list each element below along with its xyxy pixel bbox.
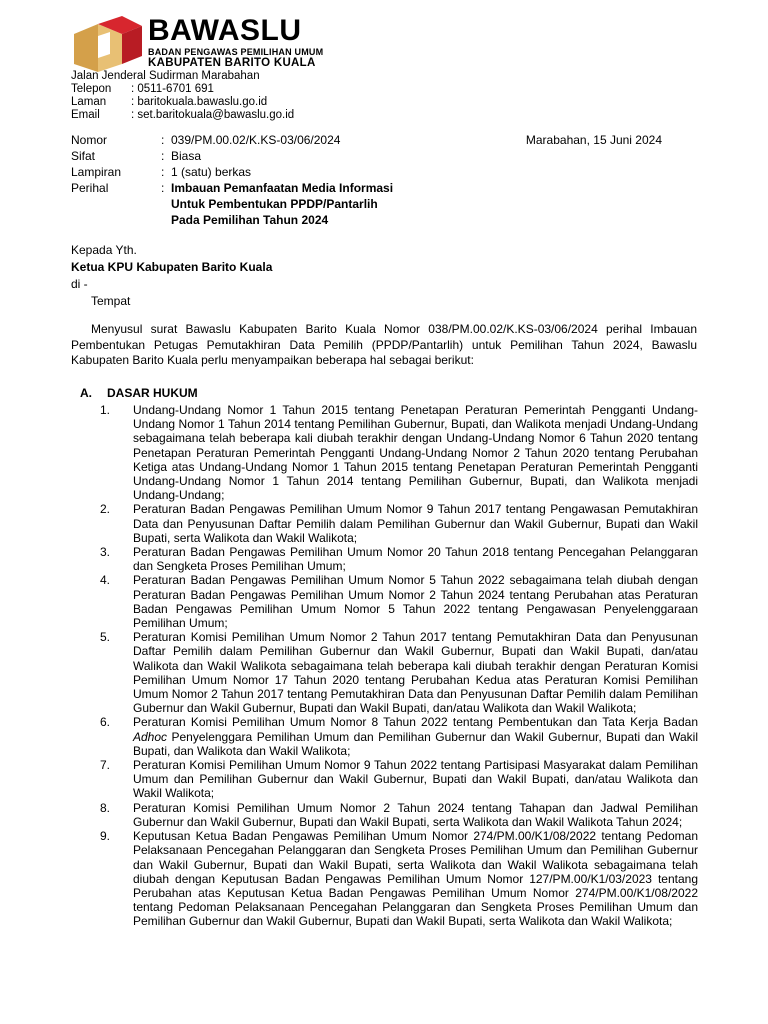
intro-paragraph: Menyusul surat Bawaslu Kabupaten Barito Kuala Nomor 038/PM.00.02/K.KS-03/06/2024 perihal Imbauan Pembentukan Petugas Pemutakhiran Data Pemilih (PPDP/Pantarlih) untuk Pemilihan Tahun 2024, Bawaslu Kabupaten Barito Kuala perlu menyampaikan beberapa hal sebagai berikut:: [71, 322, 697, 367]
recipient-name: Ketua KPU Kabupaten Barito Kuala: [71, 260, 273, 274]
meta-lampiran: Lampiran : 1 (satu) berkas: [71, 165, 252, 179]
office-address: Jalan Jenderal Sudirman Marabahan: [71, 70, 260, 82]
brand-name: BAWASLU: [148, 14, 302, 47]
recipient-address: Kepada Yth. Ketua KPU Kabupaten Barito Kuala di - Tempat: [71, 243, 273, 308]
list-item: 5. Peraturan Komisi Pemilihan Umum Nomor 2 Tahun 2017 tentang Pemutakhiran Data dan Penyusunan Daftar Pemilih dalam Pemilihan Gubernur dan Wakil Gubernur, Bupati dan Wakil Bupati, dan/atau Walikota dan Wakil Walikota sebagaimana telah beberapa kali diubah terakhir dengan Peraturan Komisi Pemilihan Umum Nomor 17 Tahun 2020 tentang Perubahan Kedua atas Peraturan Komisi Pemilihan Umum Nomor 2 Tahun 2017 tentang Pemutakhiran Data dan Penyusunan Daftar Pemilih dalam Pemilihan Gubernur dan Wakil Gubernur, Bupati dan Wakil Bupati, dan/atau Walikota dan Wakil Walikota;: [100, 630, 698, 716]
perihal-line: Pada Pemilihan Tahun 2024: [171, 213, 329, 227]
meta-sifat: Sifat : Biasa: [71, 149, 202, 163]
letterhead-contact: [71, 70, 294, 122]
letter-date: Marabahan, 15 Juni 2024: [525, 133, 662, 147]
list-item: 2. Peraturan Badan Pengawas Pemilihan Umum Nomor 9 Tahun 2017 tentang Pengawasan Pemutakhiran Data dan Penyusunan Daftar Pemilih dalam Pemilihan Gubernur dan Wakil Gubernur, Bupati dan Wakil Bupati, serta Walikota dan Wakil Walikota;: [100, 502, 698, 545]
brand-subtitle: BADAN PENGAWAS PEMILIHAN UMUM: [148, 47, 324, 57]
legal-basis-list: [100, 403, 698, 929]
list-item: 8. Peraturan Komisi Pemilihan Umum Nomor 2 Tahun 2024 tentang Tahapan dan Jadwal Pemilihan Gubernur dan Wakil Gubernur, Bupati dan Wakil Bupati, serta Walikota dan Wakil Walikota Tahun 2024;: [100, 800, 698, 829]
list-item: 4. Peraturan Badan Pengawas Pemilihan Umum Nomor 5 Tahun 2022 sebagaimana telah diubah dengan Peraturan Badan Pengawas Pemilihan Umum Nomor 2 Tahun 2024 tentang Perubahan atas Peraturan Badan Pengawas Pemilihan Umum Nomor 5 Tahun 2022 tentang Pengawasan Penyelenggaraan Pemilihan Umum;: [100, 573, 698, 631]
bawaslu-logo-icon: [68, 14, 144, 74]
list-item: 1. Undang-Undang Nomor 1 Tahun 2015 tentang Penetapan Peraturan Pemerintah Pengganti Undang-Undang Nomor 1 Tahun 2014 tentang Pemilihan Gubernur, Bupati, dan Walikota menjadi Undang-Undang sebagaimana telah beberapa kali diubah terakhir dengan Undang-Undang Nomor 6 Tahun 2020 tentang Penetapan Peraturan Pemerintah Pengganti Undang-Undang Nomor 2 Tahun 2020 tentang Perubahan Ketiga atas Undang-Undang Nomor 1 Tahun 2015 tentang Penetapan Peraturan Pemerintah Pengganti Undang-Undang Nomor 1 Tahun 2014 tentang Pemilihan Gubernur, Bupati, dan Walikota menjadi Undang-Undang;: [100, 403, 698, 503]
meta-perihal: Perihal : Imbauan Pemanfaatan Media Informasi Untuk Pembentukan PPDP/Pantarlih Pada Pemilihan Tahun 2024: [71, 180, 671, 228]
meta-nomor: Nomor : 039/PM.00.02/K.KS-03/06/2024: [71, 133, 341, 147]
letterhead-brand: [148, 16, 323, 69]
contact-phone: Telepon : 0511-6701 691: [71, 83, 214, 95]
brand-region: KABUPATEN BARITO KUALA: [148, 57, 316, 69]
contact-website: Laman : baritokuala.bawaslu.go.id: [71, 96, 268, 108]
perihal-line: Untuk Pembentukan PPDP/Pantarlih: [171, 197, 378, 211]
list-item: 9. Keputusan Ketua Badan Pengawas Pemilihan Umum Nomor 274/PM.00/K1/08/2022 tentang Pedoman Pelaksanaan Pencegahan Pelanggaran dan Sengketa Proses Pemilihan Umum dan Pemilihan Gubernur dan Wakil Gubernur, Bupati dan Wakil Bupati, serta Walikota dan Wakil Walikota sebagaimana telah diubah dengan Keputusan Badan Pengawas Pemilihan Umum Nomor 127/PM.00/K1/03/2023 tentang Perubahan atas Keputusan Ketua Badan Pengawas Pemilihan Umum Nomor 274/PM.00/K1/08/2022 tentang Pedoman Pelaksanaan Pencegahan Pelanggaran dan Sengketa Proses Pemilihan Umum dan Pemilihan Gubernur dan Wakil Gubernur, Bupati dan Wakil Bupati, serta Walikota dan Wakil Walikota;: [100, 829, 698, 929]
perihal-line: Imbauan Pemanfaatan Media Informasi: [171, 181, 394, 195]
list-item: 7. Peraturan Komisi Pemilihan Umum Nomor 9 Tahun 2022 tentang Partisipasi Masyarakat dalam Pemilihan Umum dan Pemilihan Gubernur dan Wakil Gubernur, Bupati dan Wakil Bupati, dan/atau Walikota dan Wakil Walikota;: [100, 758, 698, 801]
list-item: 3. Peraturan Badan Pengawas Pemilihan Umum Nomor 20 Tahun 2018 tentang Pencegahan Pelanggaran dan Sengketa Proses Pemilihan Umum;: [100, 545, 698, 574]
list-item: 6. Peraturan Komisi Pemilihan Umum Nomor 8 Tahun 2022 tentang Pembentukan dan Tata Kerja Badan Adhoc Penyelenggara Pemilihan Umum dan Pemilihan Gubernur dan Wakil Gubernur, Bupati dan Wakil Bupati, dan Walikota dan Wakil Walikota;: [100, 715, 698, 758]
section-heading: A. DASAR HUKUM: [80, 386, 198, 400]
contact-email: Email : set.baritokuala@bawaslu.go.id: [71, 109, 295, 121]
